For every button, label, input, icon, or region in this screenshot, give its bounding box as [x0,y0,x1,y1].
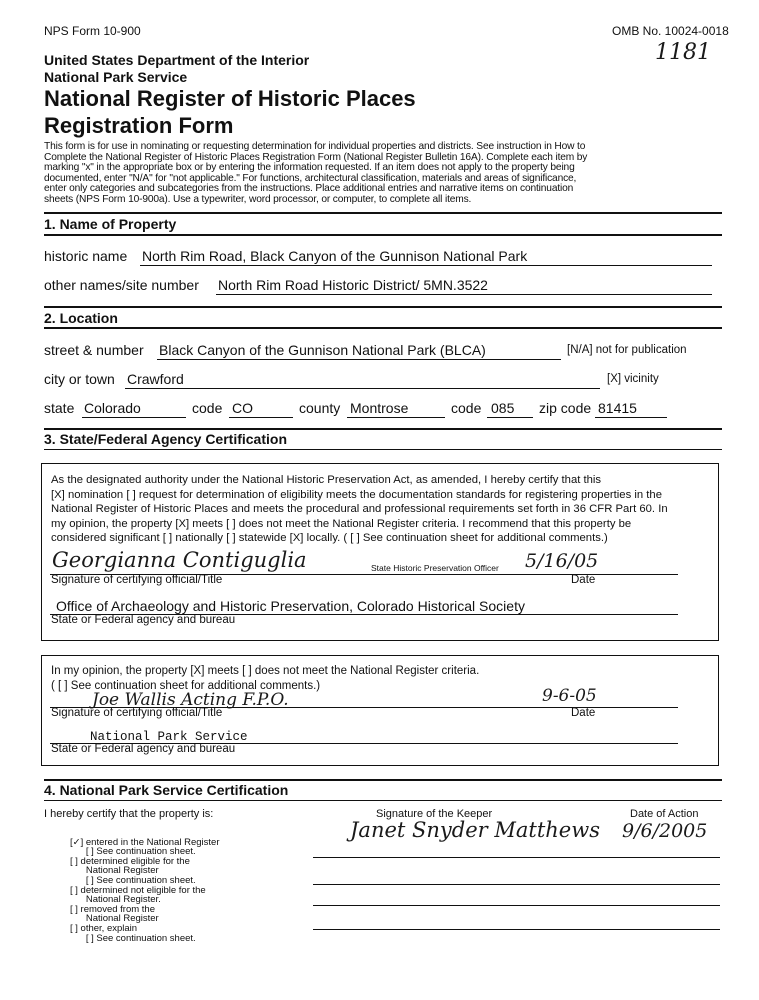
vicinity[interactable]: [X] vicinity [607,373,659,385]
cert-line: [X] nomination [ ] request for determination of eligibility meets the documentation standards for registering properties in the [51,488,662,501]
divider [44,779,722,781]
handwritten-number: 1181 [655,40,711,65]
form-title-line1: National Register of Historic Places [44,86,416,111]
option-not-eligible[interactable]: [ ] determined not eligible for the [70,884,206,896]
instruction-line: documented, enter "N/A" for "not applicable." For functions, architectural classification, materials and areas of significance, [44,172,577,184]
county-code-value[interactable]: 085 [491,400,515,416]
certification-text [51,473,668,546]
option-continuation[interactable]: [ ] See continuation sheet. [70,874,196,886]
option-entered[interactable]: [✓] entered in the National Register [70,836,220,848]
keeper-line [313,884,720,885]
keeper-line [313,929,720,930]
cert-line: considered significant [ ] nationally [ ] statewide [X] locally. ( [ ] See continuation sheet for additional comments.) [51,532,608,544]
field-underline [157,359,561,360]
section1-heading: 1. Name of Property [44,216,177,232]
divider [44,306,722,308]
county-code-label: code [451,400,482,416]
action-date[interactable]: 9/6/2005 [622,820,708,842]
divider [44,449,722,450]
county-label: county [299,400,341,416]
keeper-signature[interactable]: Janet Snyder Matthews [350,818,600,842]
agency-label: State or Federal agency and bureau [51,614,236,626]
state-code-value[interactable]: CO [232,400,253,416]
zip-value[interactable]: 81415 [598,400,637,416]
field-underline [216,294,712,295]
form-title-line2: Registration Form [44,113,234,138]
fpo-date[interactable]: 9-6-05 [542,686,597,706]
instruction-line: marking "x" in the appropriate box or by entering the information requested. If an item does not apply to the property being [44,162,575,173]
field-underline [140,265,712,266]
department: United States Department of the Interior [44,52,310,68]
state-label: state [44,400,75,416]
signer-title: State Historic Preservation Officer [371,563,499,573]
cert-line: National Register of Historic Places and meets the procedural and professional requirements set forth in 36 CFR Part 60. In [51,503,668,515]
status-options [70,828,220,953]
option-text: National Register [70,865,159,877]
instruction-line: Complete the National Register of Historic Places Registration Form (National Register Bulletin 16A). Complete each item by [44,151,588,163]
date2-label: Date [571,707,596,719]
field-underline [347,417,445,418]
shpo-date[interactable]: 5/16/05 [525,550,599,572]
divider [44,428,722,430]
section2-heading: 2. Location [44,310,118,326]
instruction-line: enter only categories and subcategories from the instructions. Place additional entries and narrative items on continuation [44,183,574,194]
zip-label: zip code [539,400,592,416]
option-continuation[interactable]: [ ] See continuation sheet. [70,846,196,858]
divider [44,212,722,214]
county-value[interactable]: Montrose [350,400,409,416]
cert-line: As the designated authority under the National Historic Preservation Act, as amended, I hereby certify that this [51,474,602,486]
state-value[interactable]: Colorado [84,400,141,416]
option-removed[interactable]: [ ] removed from the [70,903,156,915]
certify-label: I hereby certify that the property is: [44,808,214,820]
agency2-value[interactable]: National Park Service [90,730,248,744]
agency2-label: State or Federal agency and bureau [51,743,236,755]
field-underline [125,388,600,389]
not-for-publication[interactable]: [N/A] not for publication [567,344,687,356]
divider [44,800,722,801]
city-label: city or town [44,371,115,387]
keeper-line [313,857,720,858]
field-underline [229,417,293,418]
instruction-line: This form is for use in nominating or requesting determination for individual properties and districts. See instruction in How to [44,141,586,152]
divider [44,327,722,329]
agency-value[interactable]: Office of Archaeology and Historic Preservation, Colorado Historical Society [56,598,525,614]
opinion-line1: In my opinion, the property [X] meets [ ] does not meet the National Register criteria. [51,665,480,677]
fpo-signature[interactable]: Joe Wallis Acting F.P.O. [92,690,289,710]
field-underline [595,417,667,418]
state-code-label: code [192,400,223,416]
signature2-label: Signature of certifying official/Title [51,707,223,719]
opinion-line2: ( [ ] See continuation sheet for additional comments.) [51,680,321,692]
city-value[interactable]: Crawford [127,371,184,387]
option-other[interactable]: [ ] other, explain [70,922,138,934]
cert-line: my opinion, the property [X] meets [ ] does not meet the National Register criteria. I recommend that this property be [51,517,632,530]
field-underline [82,417,186,418]
section3-heading: 3. State/Federal Agency Certification [44,431,287,447]
street-label: street & number [44,342,144,358]
other-names-value[interactable]: North Rim Road Historic District/ 5MN.3522 [218,277,488,293]
field-underline [487,417,533,418]
signature-label: Signature of certifying official/Title [51,574,223,586]
divider [44,234,722,236]
omb-number: OMB No. 10024-0018 [612,24,729,38]
date-label: Date [571,574,596,586]
historic-name-label: historic name [44,248,128,264]
shpo-signature[interactable]: Georgianna Contiguglia [52,548,307,572]
option-text: National Register. [70,894,161,906]
option-continuation[interactable]: [ ] See continuation sheet. [70,932,196,944]
other-names-label: other names/site number [44,277,199,293]
keeper-line [313,905,720,906]
service: National Park Service [44,69,188,85]
section4-heading: 4. National Park Service Certification [44,782,289,798]
option-eligible[interactable]: [ ] determined eligible for the [70,855,190,867]
instruction-line: sheets (NPS Form 10-900a). Use a typewriter, word processor, or computer, to complete all items. [44,193,472,205]
form-number: NPS Form 10-900 [44,24,141,38]
street-value[interactable]: Black Canyon of the Gunnison National Park (BLCA) [159,342,486,358]
option-text: National Register [70,913,159,925]
instructions [44,142,724,205]
keeper-label: Signature of the Keeper [376,808,493,820]
date-of-action-label: Date of Action [630,808,699,820]
historic-name-value[interactable]: North Rim Road, Black Canyon of the Gunnison National Park [142,248,528,264]
